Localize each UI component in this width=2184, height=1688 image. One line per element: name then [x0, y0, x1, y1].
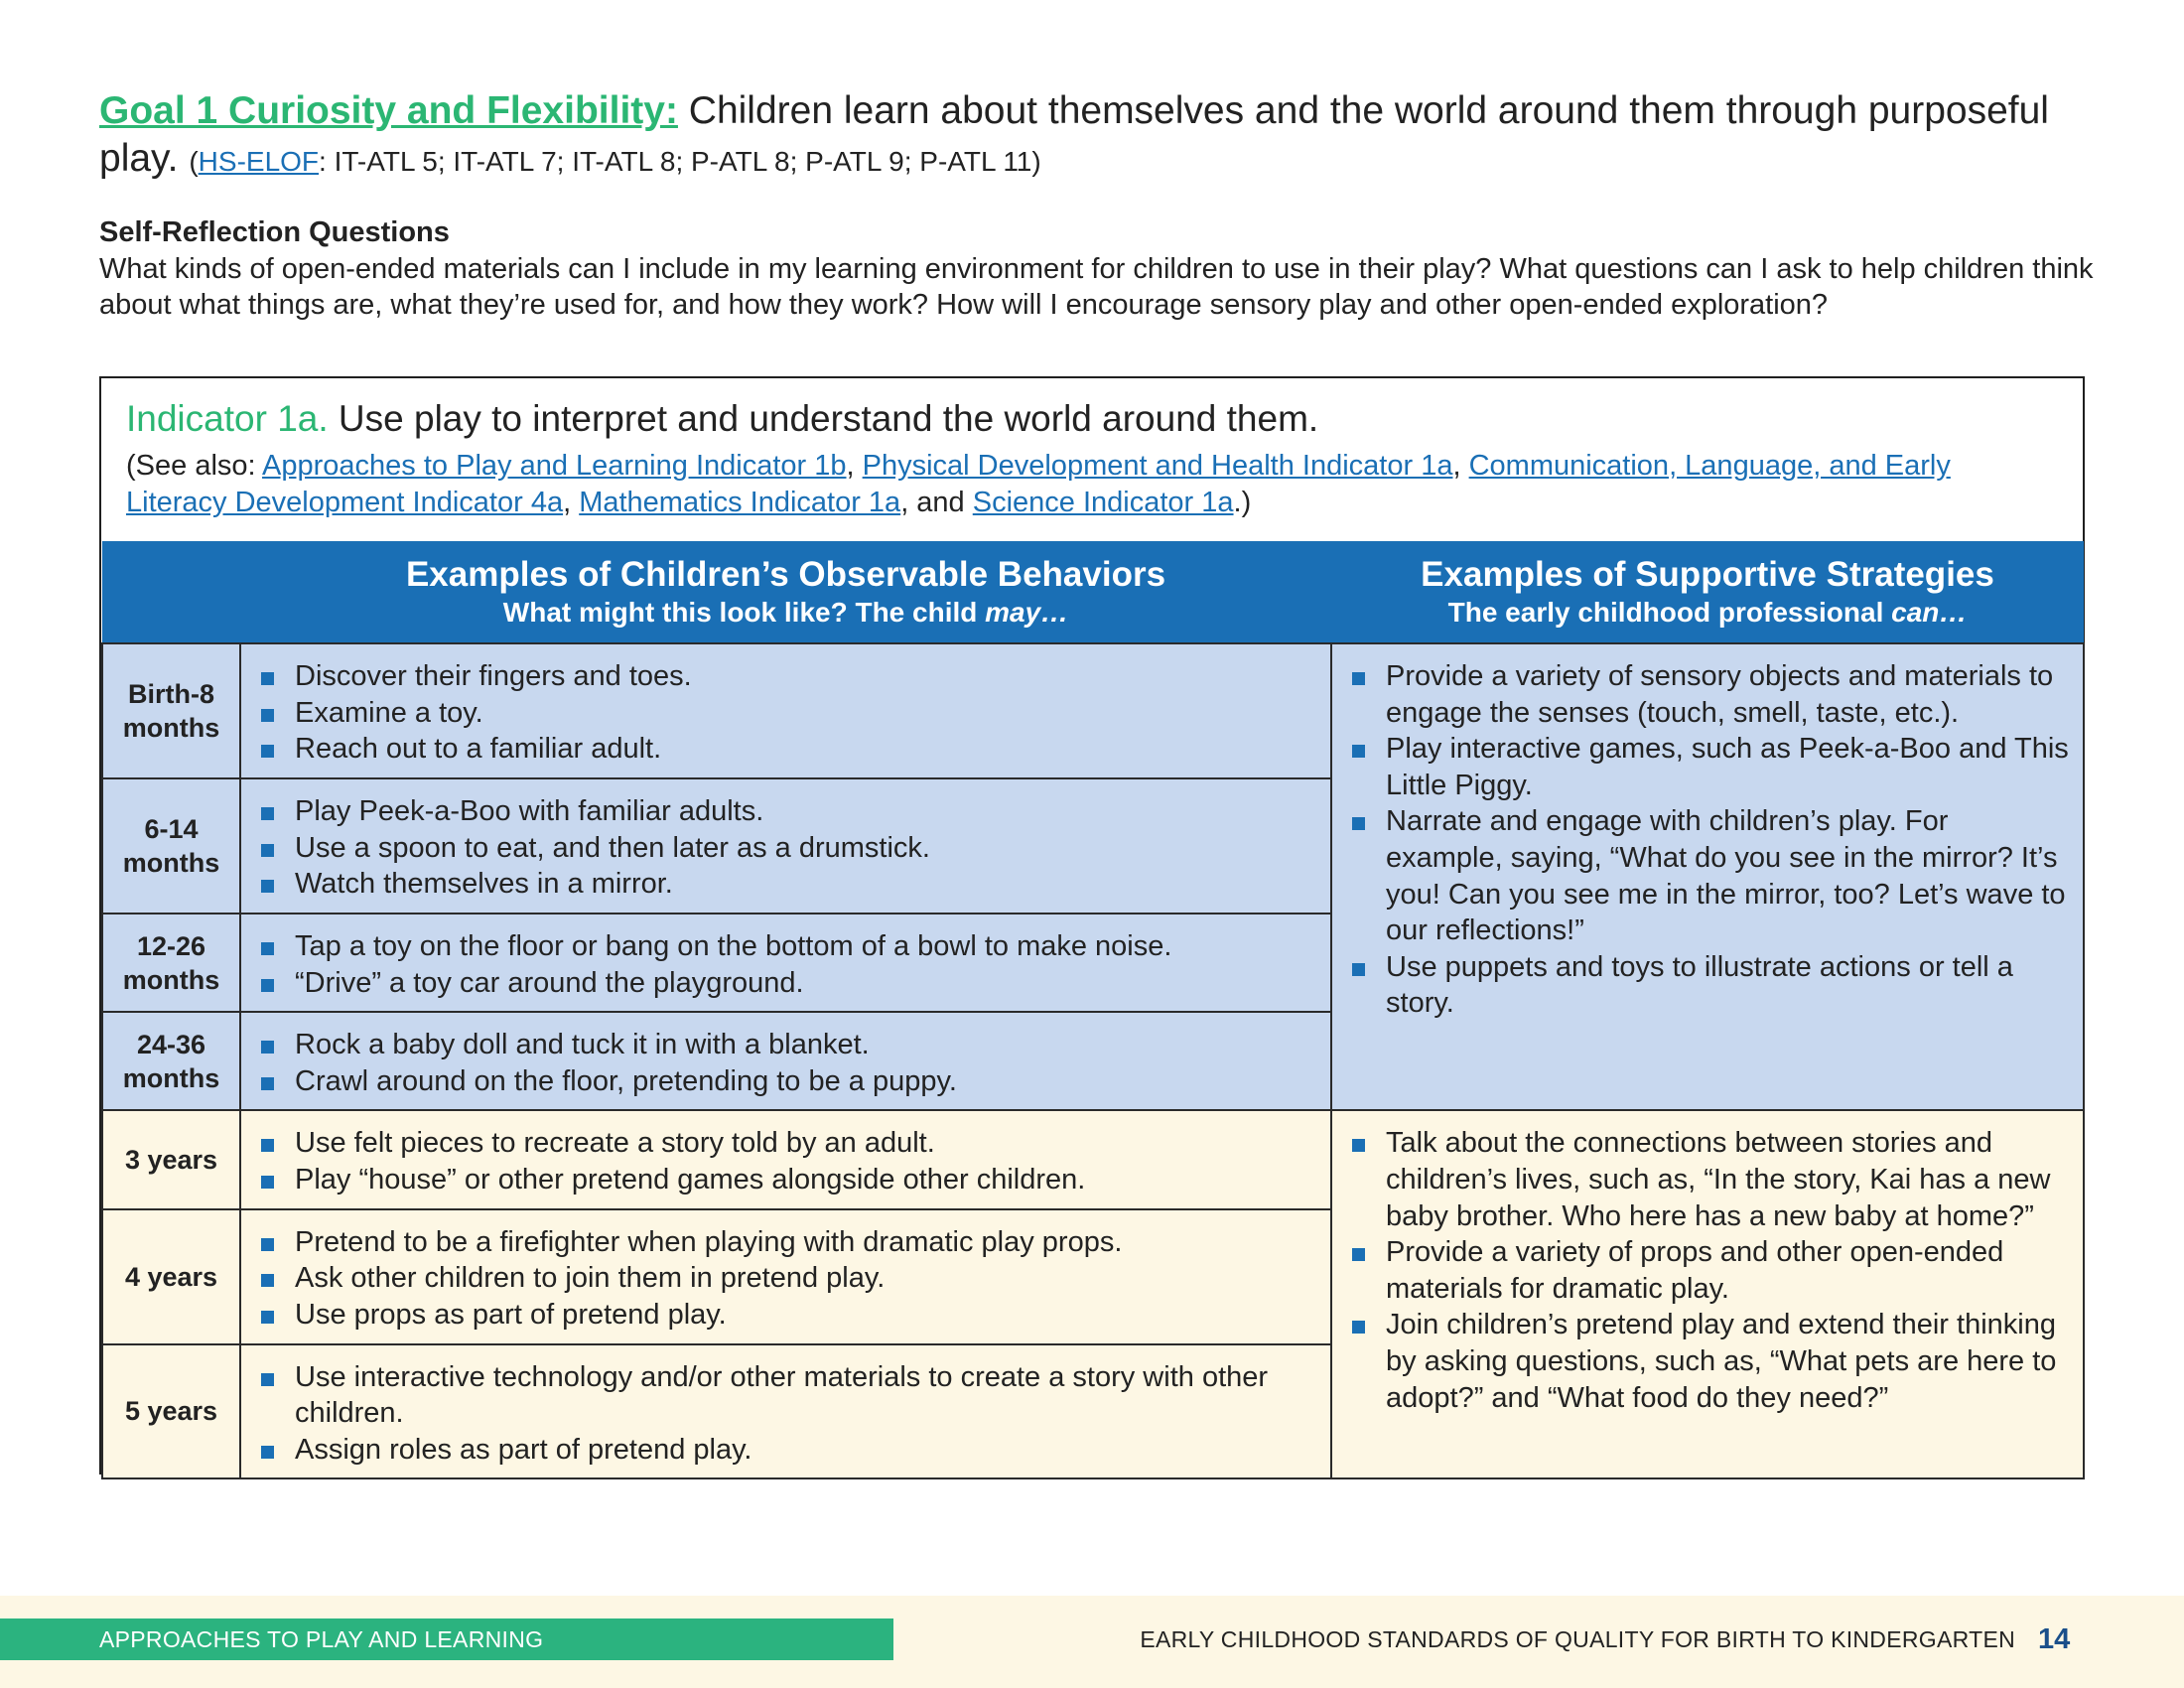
list-item: Rock a baby doll and tuck it in with a blanket.: [259, 1027, 1316, 1063]
bullet-square-icon: [1352, 672, 1365, 685]
hs-elof-link[interactable]: HS-ELOF: [198, 146, 320, 177]
bullet-square-icon: [1352, 963, 1365, 976]
bullet-square-icon: [261, 942, 274, 955]
see-also-sep: ,: [846, 450, 863, 482]
age-label: 12-26 months: [102, 914, 240, 1012]
list-item: Discover their fingers and toes.: [259, 658, 1316, 695]
list-item: Play Peek-a-Boo with familiar adults.: [259, 793, 1316, 830]
strategies-sub-em: can…: [1891, 597, 1968, 628]
see-also-sep: , and: [900, 487, 973, 518]
see-also-sep: ,: [563, 487, 580, 518]
list-item: Narrate and engage with children’s play. For example, saying, “What do you see in the mirror? It’s you! Can you see me in the mirror, too? Let’s wave to our reflections!”: [1350, 803, 2069, 948]
bullet-square-icon: [261, 672, 274, 685]
behaviors-cell: [240, 914, 1331, 1012]
list-item: Use interactive technology and/or other materials to create a story with other children.: [259, 1359, 1316, 1432]
footer-document-title: EARLY CHILDHOOD STANDARDS OF QUALITY FOR BIRTH TO KINDERGARTEN: [1140, 1626, 2015, 1652]
bullet-square-icon: [1352, 817, 1365, 830]
behaviors-cell: [240, 1110, 1331, 1208]
indicator-number: Indicator 1a.: [126, 398, 329, 439]
indicator-text: Use play to interpret and understand the world around them.: [328, 398, 1319, 439]
strategies-subtitle: [1331, 596, 2084, 630]
list-item: Play interactive games, such as Peek-a-Boo and This Little Piggy.: [1350, 731, 2069, 803]
list-item: Provide a variety of sensory objects and materials to engage the senses (touch, smell, taste, etc.).: [1350, 658, 2069, 731]
see-also-link-5[interactable]: Science Indicator 1a: [972, 487, 1234, 518]
behaviors-column-header: [102, 541, 1331, 643]
behaviors-sub-text: What might this look like? The child: [502, 597, 986, 628]
list-item: Assign roles as part of pretend play.: [259, 1432, 1316, 1469]
page-number: 14: [2038, 1623, 2071, 1655]
age-label: 24-36 months: [102, 1012, 240, 1110]
column-header-row: [102, 541, 2084, 643]
goal-statement: [99, 87, 2095, 186]
see-also-prefix: (See also:: [126, 450, 263, 482]
bullet-square-icon: [261, 1446, 274, 1459]
behaviors-cell: [240, 1012, 1331, 1110]
table-row: [102, 1110, 2084, 1208]
list-item: Talk about the connections between stories and children’s lives, such as, “In the story, Kai has a new baby brother. Who here has a new baby at home?”: [1350, 1125, 2069, 1234]
strategies-title: Examples of Supportive Strategies: [1421, 555, 1994, 594]
bullet-square-icon: [261, 1041, 274, 1054]
see-also-suffix: .): [1233, 487, 1252, 518]
behaviors-cell: [240, 1344, 1331, 1479]
list-item: Join children’s pretend play and extend their thinking by asking questions, such as, “What pets are here to adopt?” and “What food do they need?”: [1350, 1307, 2069, 1416]
see-also: [126, 448, 2059, 521]
behaviors-sub-em: may…: [985, 597, 1069, 628]
list-item: Crawl around on the floor, pretending to be a puppy.: [259, 1063, 1316, 1100]
self-reflection-heading: Self-Reflection Questions: [99, 216, 450, 248]
behaviors-cell: [240, 778, 1331, 914]
list-item: Watch themselves in a mirror.: [259, 866, 1316, 903]
list-item: Pretend to be a firefighter when playing with dramatic play props.: [259, 1224, 1316, 1261]
bullet-square-icon: [1352, 1248, 1365, 1261]
age-label: 3 years: [102, 1110, 240, 1208]
bullet-square-icon: [261, 1176, 274, 1189]
see-also-link-3[interactable]: Communication, Language, and Early Literacy Development Indicator 4a: [126, 450, 1951, 518]
bullet-square-icon: [261, 709, 274, 722]
table-row: [102, 643, 2084, 778]
list-item: “Drive” a toy car around the playground.: [259, 965, 1316, 1002]
age-label: Birth-8 months: [102, 643, 240, 778]
see-also-sep: ,: [1452, 450, 1469, 482]
see-also-link-4[interactable]: Mathematics Indicator 1a: [579, 487, 901, 518]
strategies-cell-infant-toddler: [1331, 643, 2084, 1110]
behaviors-cell: [240, 643, 1331, 778]
bullet-square-icon: [261, 1373, 274, 1386]
list-item: Use props as part of pretend play.: [259, 1297, 1316, 1334]
footer-section-label: APPROACHES TO PLAY AND LEARNING: [0, 1618, 893, 1660]
bullet-square-icon: [261, 1311, 274, 1324]
list-item: Reach out to a familiar adult.: [259, 731, 1316, 768]
self-reflection-section: [99, 213, 2095, 323]
self-reflection-text: What kinds of open-ended materials can I include in my learning environment for children to use in their play? What questions can I ask to help children think about what things are, what they’re used for, and how they work? How will I encourage sensory play and other open-ended exploration?: [99, 253, 2094, 321]
bullet-square-icon: [261, 979, 274, 992]
list-item: Tap a toy on the floor or bang on the bottom of a bowl to make noise.: [259, 928, 1316, 965]
indicator-header: [101, 378, 2083, 541]
behaviors-subtitle: [102, 596, 1331, 630]
age-label: 5 years: [102, 1344, 240, 1479]
goal-label[interactable]: Goal 1 Curiosity and Flexibility:: [99, 89, 678, 132]
list-item: Examine a toy.: [259, 695, 1316, 732]
refs-rest: : IT-ATL 5; IT-ATL 7; IT-ATL 8; P-ATL 8; P-ATL 9; P-ATL 11): [319, 146, 1041, 177]
bullet-square-icon: [261, 880, 274, 893]
see-also-link-2[interactable]: Physical Development and Health Indicator 1a: [862, 450, 1453, 482]
bullet-square-icon: [261, 807, 274, 820]
list-item: Use felt pieces to recreate a story told by an adult.: [259, 1125, 1316, 1162]
bullet-square-icon: [261, 1274, 274, 1287]
see-also-link-1[interactable]: Approaches to Play and Learning Indicator 1b: [262, 450, 847, 482]
age-label: 6-14 months: [102, 778, 240, 914]
list-item: Use puppets and toys to illustrate actions or tell a story.: [1350, 949, 2069, 1022]
list-item: Play “house” or other pretend games alongside other children.: [259, 1162, 1316, 1198]
behaviors-cell: [240, 1209, 1331, 1344]
bullet-square-icon: [261, 1238, 274, 1251]
behaviors-strategies-grid: [101, 541, 2085, 1479]
bullet-square-icon: [1352, 1321, 1365, 1334]
goal-text: Children learn about themselves and the world around them through purposeful play.: [99, 89, 2049, 180]
bullet-square-icon: [261, 1077, 274, 1090]
list-item: Ask other children to join them in pretend play.: [259, 1260, 1316, 1297]
bullet-square-icon: [1352, 745, 1365, 758]
bullet-square-icon: [261, 844, 274, 857]
goal-references: [189, 146, 1040, 177]
strategies-column-header: [1331, 541, 2084, 643]
bullet-square-icon: [261, 745, 274, 758]
bullet-square-icon: [1352, 1139, 1365, 1152]
page-footer: [0, 1596, 2184, 1688]
list-item: Use a spoon to eat, and then later as a drumstick.: [259, 830, 1316, 867]
bullet-square-icon: [261, 1139, 274, 1152]
strategies-cell-preschool: [1331, 1110, 2084, 1478]
list-item: Provide a variety of props and other open-ended materials for dramatic play.: [1350, 1234, 2069, 1307]
strategies-sub-text: The early childhood professional: [1447, 597, 1892, 628]
indicator-table: [99, 376, 2085, 1475]
age-label: 4 years: [102, 1209, 240, 1344]
refs-open: (: [189, 146, 199, 177]
behaviors-title: Examples of Children’s Observable Behaviors: [405, 555, 1166, 594]
